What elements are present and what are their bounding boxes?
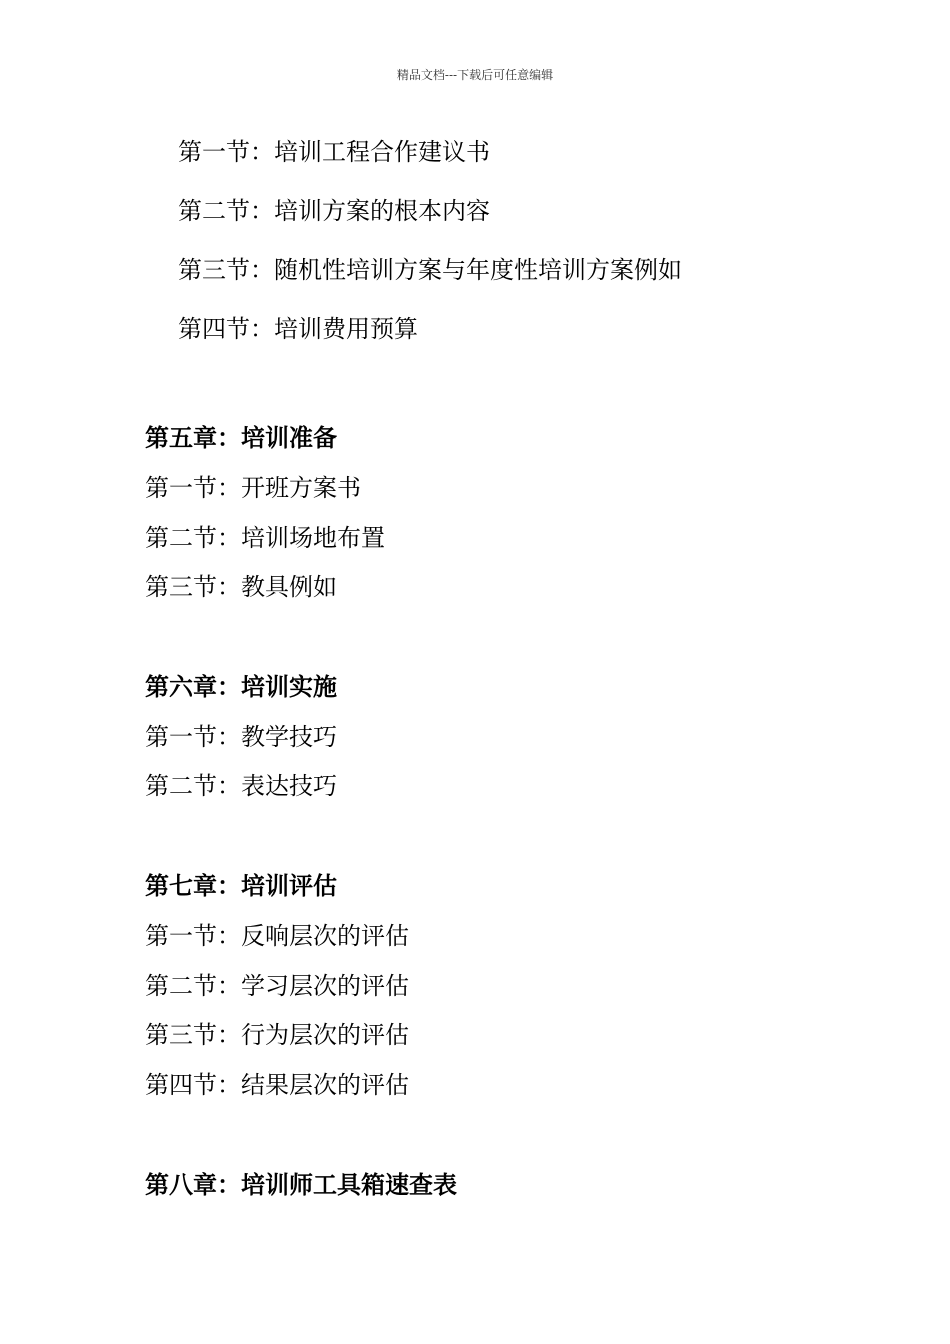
section-item: 第一节：培训工程合作建议书 [178,138,490,166]
section-item: 第四节：培训费用预算 [178,315,418,343]
section-item: 第一节：开班方案书 [145,474,361,502]
page-header: 精品文档---下载后可任意编辑 [396,68,554,82]
section-item: 第三节：行为层次的评估 [145,1021,409,1049]
section-item: 第二节：培训方案的根本内容 [178,197,490,225]
section-item: 第三节：教具例如 [145,573,337,601]
section-item: 第三节：随机性培训方案与年度性培训方案例如 [178,256,682,284]
section-item: 第二节：表达技巧 [145,772,337,800]
chapter-heading: 第八章：培训师工具箱速查表 [145,1170,457,1199]
chapter-heading: 第六章：培训实施 [145,672,337,701]
chapter-heading: 第五章：培训准备 [145,423,337,452]
chapter-heading: 第七章：培训评估 [145,871,337,900]
section-item: 第二节：培训场地布置 [145,524,385,552]
section-item: 第一节：反响层次的评估 [145,922,409,950]
section-item: 第一节：教学技巧 [145,723,337,751]
section-item: 第四节：结果层次的评估 [145,1071,409,1099]
section-item: 第二节：学习层次的评估 [145,972,409,1000]
